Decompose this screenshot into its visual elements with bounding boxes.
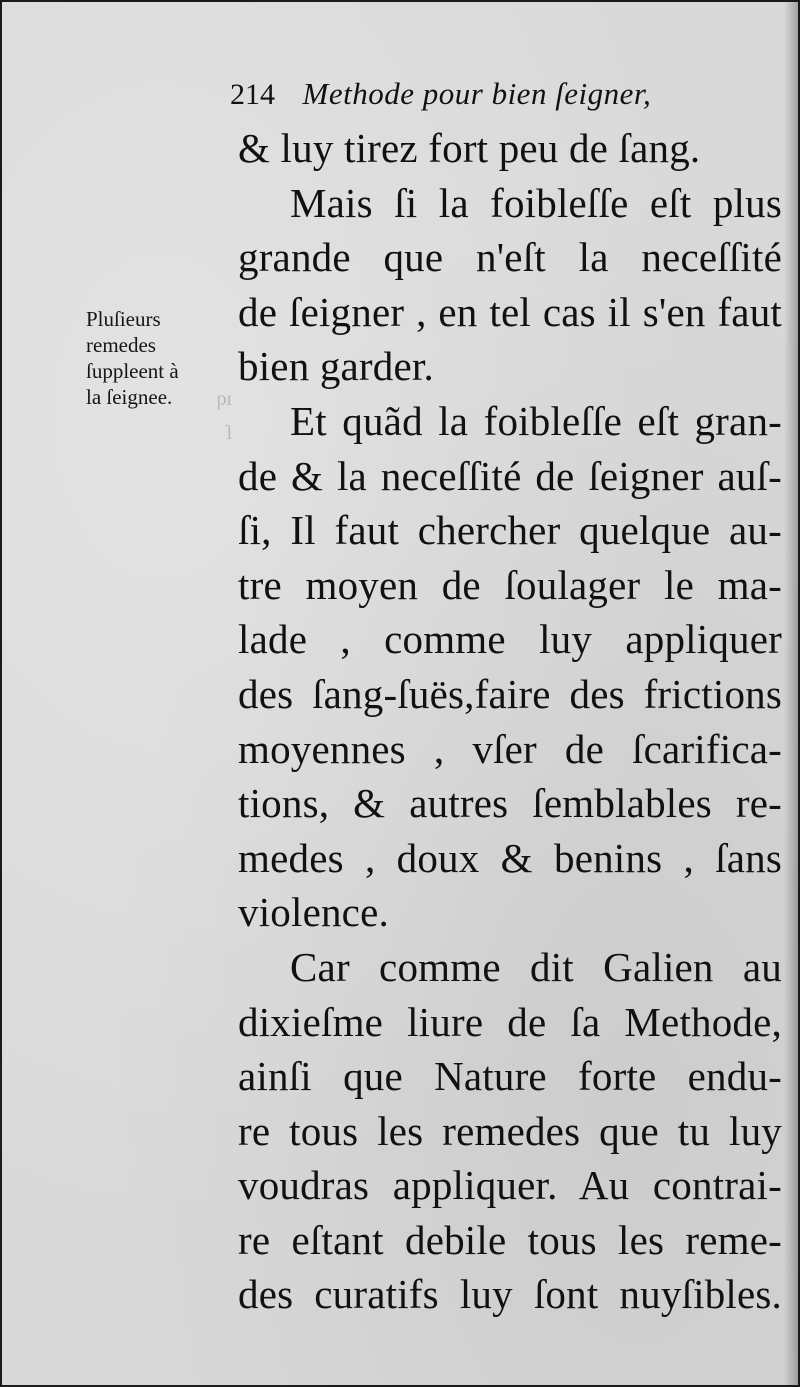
marginal-note-line: ſuppleent à bbox=[86, 359, 179, 383]
text-line: lade , comme luy appliquer bbox=[238, 616, 782, 663]
text-line: & luy tirez fort peu de ſang. bbox=[238, 125, 701, 171]
text-line: tre moyen de ſoulager le ma- bbox=[238, 561, 782, 608]
text-line: violence. bbox=[238, 889, 389, 936]
page-number: 214 bbox=[230, 78, 275, 111]
page-edge-shadow bbox=[784, 2, 798, 1385]
text-line: medes , doux & benins , ſans bbox=[238, 834, 782, 881]
marginal-note-line: la ſeignee. bbox=[86, 385, 173, 409]
marginal-note-line: Pluſieurs bbox=[86, 307, 161, 331]
text-line: tions, & autres ſemblables re- bbox=[238, 780, 782, 827]
marginal-note bbox=[86, 306, 236, 410]
text-line: re tous les remedes que tu luy bbox=[238, 1107, 782, 1154]
body-text bbox=[238, 121, 782, 1322]
text-line: de & la neceſſité de ſeigner auſ- bbox=[238, 452, 782, 499]
text-line: de ſeigner , en tel cas il s'en faut bbox=[238, 288, 782, 335]
text-line: Et quãd la foibleſſe eſt gran- bbox=[290, 397, 782, 444]
text-line: Mais ſi la foibleſſe eſt plus bbox=[290, 179, 782, 226]
text-line: ſi, Il faut chercher quelque au- bbox=[238, 507, 782, 554]
bleed-through-texture: ıq ſ bbox=[216, 388, 232, 444]
text-line: re eſtant debile tous les reme- bbox=[238, 1216, 782, 1263]
text-line: grande que n'eſt la neceſſité bbox=[238, 234, 782, 281]
marginal-note-line: remedes bbox=[86, 333, 156, 357]
text-line: moyennes , vſer de ſcarifica- bbox=[238, 725, 782, 772]
text-line: dixieſme liure de ſa Methode, bbox=[238, 998, 782, 1045]
book-page bbox=[2, 2, 798, 1385]
running-title: Methode pour bien ſeigner, bbox=[302, 76, 652, 111]
text-line: des curatifs luy ſont nuyſibles. bbox=[238, 1271, 782, 1318]
text-line: bien garder. bbox=[238, 343, 434, 390]
text-line: des ſang-ſuës,faire des frictions bbox=[238, 670, 782, 717]
text-line: ainſi que Nature forte endu- bbox=[238, 1053, 782, 1100]
text-line: Car comme dit Galien au bbox=[290, 943, 782, 990]
running-header bbox=[230, 74, 770, 114]
text-line: voudras appliquer. Au contrai- bbox=[238, 1162, 782, 1209]
